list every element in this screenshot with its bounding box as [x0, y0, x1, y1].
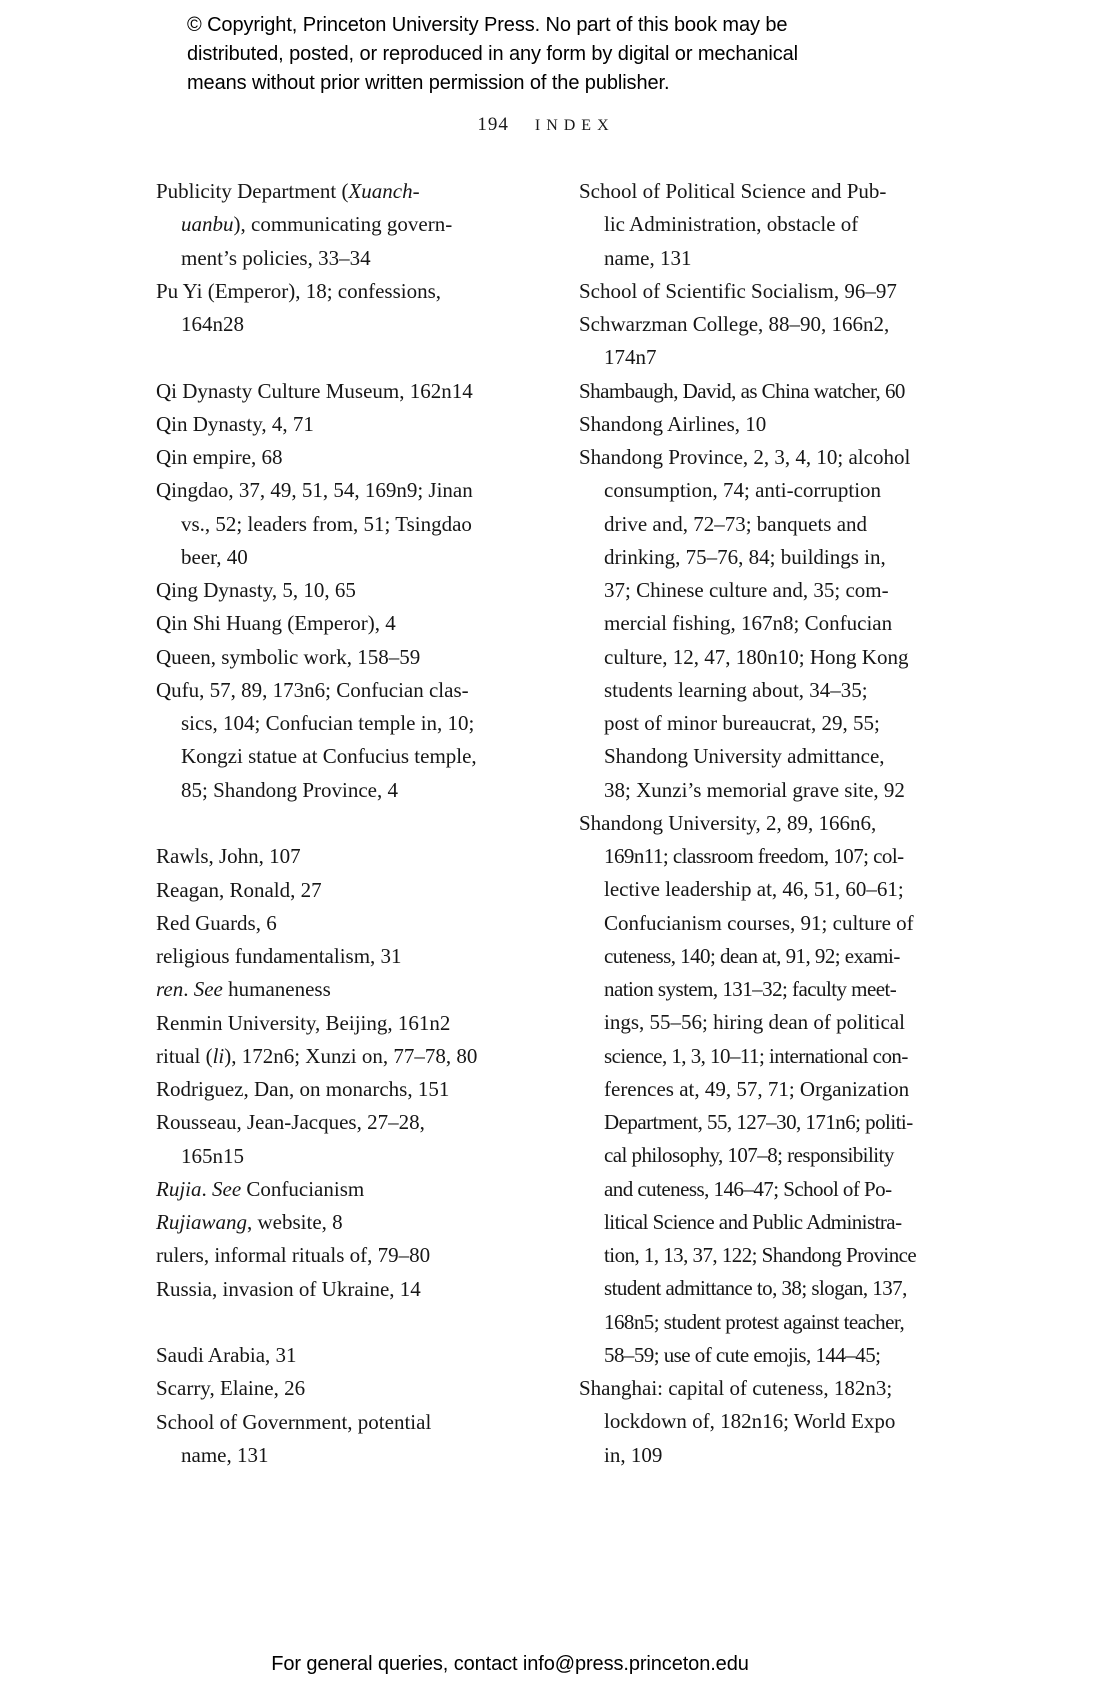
index-entry-line: Confucianism courses, 91; culture of: [604, 910, 914, 935]
index-entry-line: drive and, 72–73; banquets and: [604, 511, 868, 536]
index-entry-line: 165n15: [181, 1143, 244, 1168]
index-entry-line: nation system, 131–32; faculty meet-: [604, 977, 897, 1001]
index-column-left: [156, 175, 513, 1472]
index-entry-line: cal philosophy, 107–8; responsibility: [604, 1143, 894, 1168]
index-entry-line: mercial fishing, 167n8; Confucian: [604, 611, 893, 636]
copyright-notice: [187, 11, 798, 98]
index-entry-line: religious fundamentalism, 31: [156, 944, 402, 969]
section-title: INDEX: [534, 117, 615, 134]
index-entry-line: Rodriguez, Dan, on monarchs, 151: [156, 1077, 450, 1102]
index-entry-line: 58–59; use of cute emojis, 144–45;: [604, 1342, 881, 1367]
index-entry-line: lective leadership at, 46, 51, 60–61;: [604, 877, 904, 902]
index-entry-line: Schwarzman College, 88–90, 166n2,: [579, 312, 890, 336]
index-entry-line: Reagan, Ronald, 27: [156, 877, 322, 902]
index-entry-line: 169n11; classroom freedom, 107; col-: [604, 844, 904, 868]
index-entry-line: Shandong University admittance,: [604, 744, 885, 769]
index-entry-line: lic Administration, obstacle of: [604, 212, 859, 237]
index-entry-line: 85; Shandong Province, 4: [181, 777, 398, 802]
index-entry-line: Pu Yi (Emperor), 18; confessions,: [156, 278, 442, 303]
index-entry-line: students learning about, 34–35;: [604, 677, 868, 702]
index-entry-line: lockdown of, 182n16; World Expo: [604, 1409, 896, 1434]
page-number: 194: [477, 114, 509, 135]
index-entry-line: science, 1, 3, 10–11; international con-: [604, 1043, 908, 1068]
index-entry-line: Qi Dynasty Culture Museum, 162n14: [156, 378, 473, 403]
index-entry-line: uanbu), communicating govern-: [181, 212, 453, 237]
index-entry-line: drinking, 75–76, 84; buildings in,: [604, 544, 886, 569]
index-entry-line: Department, 55, 127–30, 171n6; politi-: [604, 1110, 913, 1134]
index-entry-line: consumption, 74; anti-corruption: [604, 478, 882, 503]
index-entry-line: Shandong Province, 2, 3, 4, 10; alcohol: [579, 445, 911, 469]
index-entry-line: Shandong University, 2, 89, 166n6,: [579, 810, 877, 835]
index-entry-line: Rujiawang, website, 8: [156, 1210, 343, 1235]
index-entry-line: ritual (li), 172n6; Xunzi on, 77–78, 80: [156, 1043, 478, 1068]
index-entry-line: tion, 1, 13, 37, 122; Shandong Province: [604, 1243, 917, 1267]
copyright-line: © Copyright, Princeton University Press. No part of this book may be: [187, 14, 788, 36]
contact-info: For general queries, contact info@press.princeton.edu: [271, 1653, 749, 1675]
index-entry-line: Scarry, Elaine, 26: [156, 1376, 306, 1401]
index-entry-line: School of Political Science and Pub-: [579, 179, 887, 203]
index-column-right: [579, 175, 936, 1472]
index-entry-line: Qin Shi Huang (Emperor), 4: [156, 611, 396, 636]
index-entry-line: 38; Xunzi’s memorial grave site, 92: [604, 777, 905, 802]
index-columns: [156, 175, 936, 1472]
index-entry-line: and cuteness, 146–47; School of Po-: [604, 1176, 892, 1201]
index-entry-line: culture, 12, 47, 180n10; Hong Kong: [604, 644, 909, 669]
index-entry-line: 168n5; student protest against teacher,: [604, 1309, 905, 1334]
index-entry-line: student admittance to, 38; slogan, 137,: [604, 1276, 907, 1301]
index-entry-line: 164n28: [181, 312, 244, 336]
copyright-line: distributed, posted, or reproduced in any form by digital or mechanical: [187, 43, 799, 65]
index-entry-line: beer, 40: [181, 544, 248, 569]
index-entry-line: Shanghai: capital of cuteness, 182n3;: [579, 1376, 893, 1400]
index-entry-line: Queen, symbolic work, 158–59: [156, 644, 421, 669]
index-entry-line: Publicity Department (Xuanch-: [156, 179, 420, 203]
index-entry-line: Shandong Airlines, 10: [579, 411, 767, 436]
index-entry-line: Shambaugh, David, as China watcher, 60: [579, 378, 905, 403]
index-entry-line: litical Science and Public Administra-: [604, 1209, 902, 1234]
index-entry-line: School of Scientific Socialism, 96–97: [579, 278, 897, 303]
index-entry-line: vs., 52; leaders from, 51; Tsingdao: [181, 511, 472, 536]
index-entry-line: 37; Chinese culture and, 35; com-: [604, 578, 889, 602]
index-entry-line: Red Guards, 6: [156, 910, 277, 935]
index-entry-line: School of Government, potential: [156, 1409, 432, 1434]
index-entry-line: 174n7: [604, 345, 657, 370]
index-entry-line: Kongzi statue at Confucius temple,: [181, 744, 477, 769]
index-entry-line: Russia, invasion of Ukraine, 14: [156, 1276, 421, 1301]
index-entry-line: name, 131: [604, 245, 692, 270]
index-entry-line: ings, 55–56; hiring dean of political: [604, 1010, 905, 1035]
running-head: [156, 114, 936, 136]
index-entry-line: Qin Dynasty, 4, 71: [156, 411, 314, 436]
index-entry-line: ren. See humaneness: [156, 977, 331, 1002]
index-entry-line: Rawls, John, 107: [156, 844, 301, 869]
index-entry-line: Qufu, 57, 89, 173n6; Confucian clas-: [156, 677, 469, 702]
index-entry-line: Qingdao, 37, 49, 51, 54, 169n9; Jinan: [156, 478, 473, 503]
index-entry-line: Saudi Arabia, 31: [156, 1343, 297, 1368]
index-entry-line: ment’s policies, 33–34: [181, 245, 371, 270]
index-entry-line: post of minor bureaucrat, 29, 55;: [604, 711, 880, 735]
page-footer: [0, 1653, 1020, 1676]
index-entry-line: Qin empire, 68: [156, 445, 283, 470]
index-entry-line: sics, 104; Confucian temple in, 10;: [181, 711, 475, 736]
index-entry-line: ferences at, 49, 57, 71; Organization: [604, 1076, 910, 1101]
index-entry-line: rulers, informal rituals of, 79–80: [156, 1243, 431, 1268]
index-entry-line: cuteness, 140; dean at, 91, 92; exami-: [604, 943, 900, 968]
index-entry-line: name, 131: [181, 1442, 269, 1467]
index-entry-line: Qing Dynasty, 5, 10, 65: [156, 578, 356, 603]
index-entry-line: Renmin University, Beijing, 161n2: [156, 1010, 451, 1035]
index-entry-line: Rousseau, Jean-Jacques, 27–28,: [156, 1110, 425, 1135]
copyright-line: means without prior written permission of the publisher.: [187, 72, 670, 94]
index-entry-line: in, 109: [604, 1442, 663, 1467]
index-entry-line: Rujia. See Confucianism: [156, 1176, 365, 1201]
